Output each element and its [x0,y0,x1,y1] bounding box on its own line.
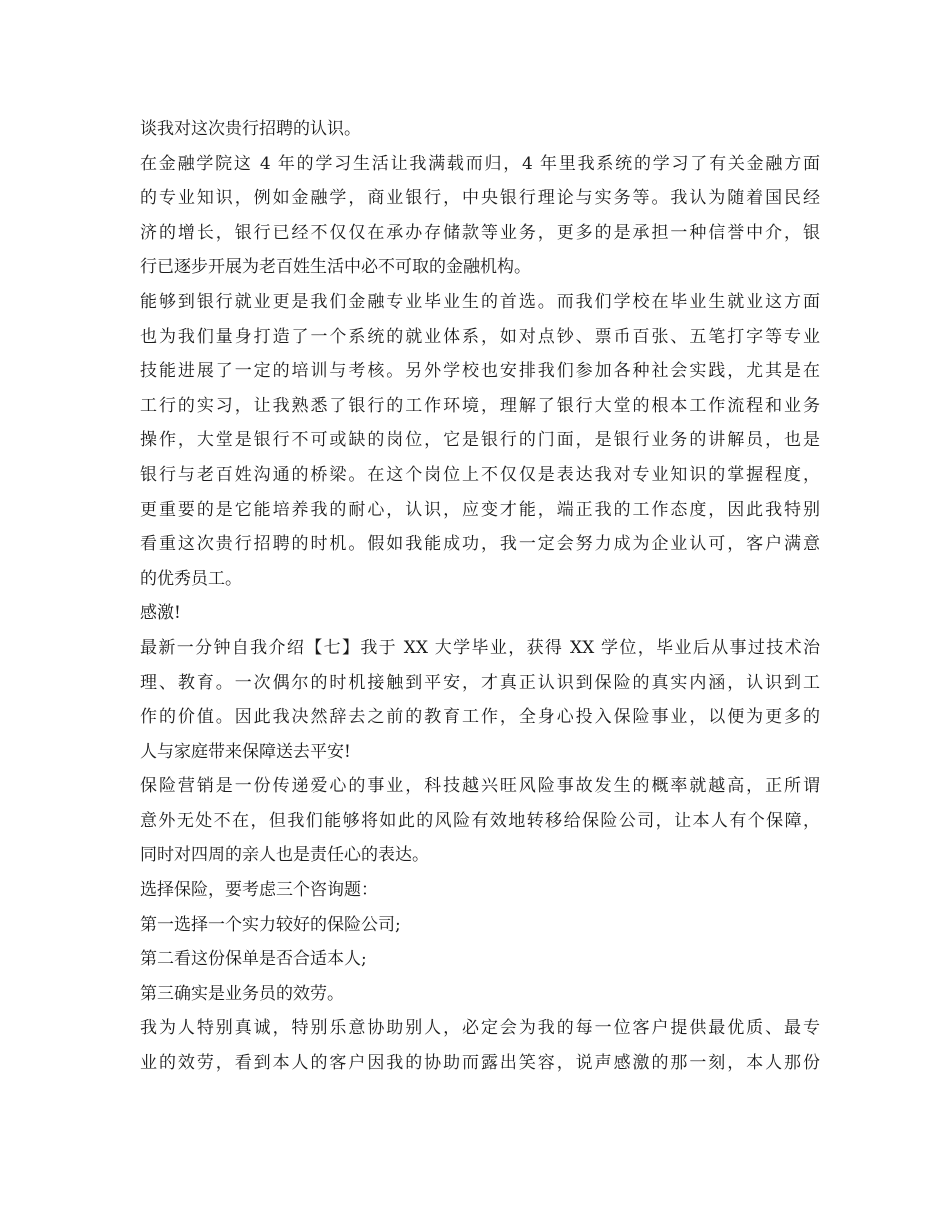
text-line: 理、教育。一次偶尔的时机接触到平安，才真正认识到保险的真实内涵，认识到工 [140,672,820,693]
text-line: 操作，大堂是银行不可或缺的岗位，它是银行的门面，是银行业务的讲解员，也是 [140,430,820,451]
text-line: 谈我对这次贵行招聘的认识。 [140,119,361,139]
text-line: 的优秀员工。 [140,568,242,589]
text-line: 意外无处不在，但我们能够将如此的风险有效地转移给保险公司，让本人有个保障， [140,810,820,831]
text-line: 选择保险，要考虑三个咨询题： [140,880,378,901]
text-line: 技能进展了一定的培训与考核。另外学校也安排我们参加各种社会实践，尤其是在 [140,361,820,382]
text-line: 也为我们量身打造了一个系统的就业体系，如对点钞、票币百张、五笔打字等专业 [140,326,820,347]
text-line: 第三确实是业务员的效劳。 [140,983,344,1004]
text-line: 看重这次贵行招聘的时机。假如我能成功，我一定会努力成为企业认可，客户满意 [140,534,820,555]
text-line: 在金融学院这 4 年的学习生活让我满载而归，4 年里我系统的学习了有关金融方面 [140,153,820,174]
text-line: 能够到银行就业更是我们金融专业毕业生的首选。而我们学校在毕业生就业这方面 [140,291,820,312]
text-line: 业的效劳，看到本人的客户因我的协助而露出笑容，说声感激的那一刻，本人那份 [140,1053,820,1074]
text-line: 第一选择一个实力较好的保险公司; [140,914,401,935]
text-line: 人与家庭带来保障送去平安! [140,741,351,762]
text-line: 感激! [140,603,181,624]
text-line: 第二看这份保单是否合适本人; [140,949,367,970]
text-line: 最新一分钟自我介绍【七】我于 XX 大学毕业，获得 XX 学位，毕业后从事过技术治 [140,637,820,658]
text-line: 更重要的是它能培养我的耐心，认识，应变才能，端正我的工作态度，因此我特别 [140,499,820,520]
text-line: 银行与老百姓沟通的桥梁。在这个岗位上不仅仅是表达我对专业知识的掌握程度， [140,464,820,485]
text-line: 作的价值。因此我决然辞去之前的教育工作，全身心投入保险事业，以便为更多的 [140,707,820,728]
text-line: 保险营销是一份传递爱心的事业，科技越兴旺风险事故发生的概率就越高，正所谓 [140,776,820,797]
text-line: 的专业知识，例如金融学，商业银行，中央银行理论与实务等。我认为随着国民经 [140,188,820,209]
text-line: 行已逐步开展为老百姓生活中必不可取的金融机构。 [140,257,531,278]
document-body [140,112,820,1081]
text-line: 工行的实习，让我熟悉了银行的工作环境，理解了银行大堂的根本工作流程和业务 [140,395,820,416]
text-line: 同时对四周的亲人也是责任心的表达。 [140,845,429,866]
text-line: 我为人特别真诚，特别乐意协助别人，必定会为我的每一位客户提供最优质、最专 [140,1018,820,1039]
text-line: 济的增长，银行已经不仅仅在承办存储款等业务，更多的是承担一种信誉中介，银 [140,222,820,243]
